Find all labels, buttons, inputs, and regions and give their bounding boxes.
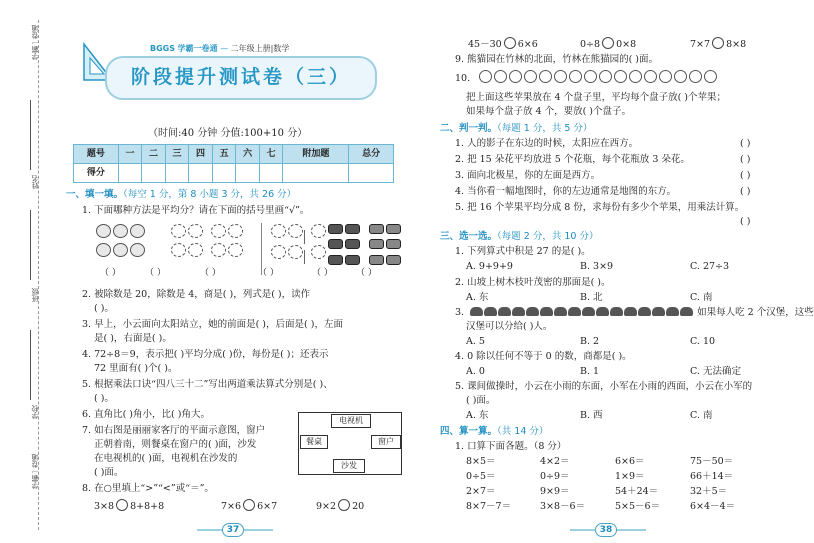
judge-answer[interactable]: ( ) <box>740 216 751 227</box>
judge-answer[interactable]: ( ) <box>740 186 751 197</box>
choice-2-question: 2. 山坡上树木枝叶茂密的那面是( )。 <box>455 277 611 288</box>
q1-answer-paren[interactable]: （ ） <box>258 268 279 278</box>
calc-item: 4×2＝ <box>540 456 570 467</box>
choice-option[interactable]: C. 无法确定 <box>690 366 741 377</box>
picture-cakes-1 <box>327 223 367 269</box>
q8-compare-4: 45－30 6×6 <box>468 39 538 50</box>
plan-window: 窗户 <box>371 435 401 449</box>
score-header-cell: 一 <box>118 145 142 164</box>
q1-text: 1. 下面哪种方法是平均分？请在下面的括号里画“√”。 <box>82 205 310 216</box>
exam-info: （时间:40 分钟 分值:100+10 分） <box>148 128 308 139</box>
q1-answer-paren[interactable]: （ ） <box>100 268 121 278</box>
section-1-heading <box>66 189 296 200</box>
judge-item: 1. 人的影子在东边的时候，太阳应在西方。 <box>455 138 639 149</box>
calc-item: 6×6＝ <box>615 456 645 467</box>
choice-4-question: 4. 0 除以任何不等于 0 的数，商都是( )。 <box>455 351 632 362</box>
score-cell[interactable] <box>283 164 349 183</box>
choice-option[interactable]: B. 北 <box>580 292 603 303</box>
q8-compare-5: 0÷8 0×8 <box>580 39 637 50</box>
score-header-cell: 附加题 <box>283 145 349 164</box>
choice-option[interactable]: C. 27÷3 <box>690 261 730 272</box>
section-1-note: （每空 1 分，第 8 小题 3 分，共 26 分） <box>123 189 297 200</box>
calc-item: 6×4－4＝ <box>690 501 736 512</box>
picture-fruits-grouped <box>170 223 255 262</box>
judge-answer[interactable]: ( ) <box>740 154 751 165</box>
burgers-icon <box>470 307 697 318</box>
score-header-cell: 四 <box>189 145 213 164</box>
calc-item: 0÷5＝ <box>466 471 496 482</box>
class-write-line <box>30 210 31 280</box>
plan-tv: 电视机 <box>331 414 371 428</box>
compare-circle[interactable] <box>504 37 516 49</box>
q8-compare-2: 7×6 6×7 <box>221 501 278 512</box>
series-header: BGGS 学霸一卷通 — 二年级上册|数学 <box>150 44 290 53</box>
binding-margin <box>0 0 46 543</box>
q1-answer-paren[interactable]: （ ） <box>356 268 377 278</box>
compare-circle[interactable] <box>243 499 255 511</box>
plan-table: 餐桌 <box>300 435 328 449</box>
judge-item: 2. 把 15 朵花平均放进 5 个花瓶，每个花瓶放 3 朵花。 <box>455 154 690 165</box>
picture-cakes-2 <box>368 223 408 269</box>
section-1-title: 一、填一填。 <box>66 189 124 200</box>
q9-text: 9. 熊猫园在竹林的北面，竹林在熊猫园的( )面。 <box>455 54 659 65</box>
page-title: 阶段提升测试卷（三） <box>130 66 351 88</box>
picture-fruits-unequal <box>95 223 155 262</box>
choice-option[interactable]: A. 5 <box>466 336 485 347</box>
compare-circle[interactable] <box>602 37 614 49</box>
q1-answer-paren[interactable]: （ ） <box>145 268 166 278</box>
score-header-cell: 二 <box>142 145 166 164</box>
calc-item: 5×5－6＝ <box>615 501 661 512</box>
calc-item: 2×7＝ <box>466 486 496 497</box>
compare-circle[interactable] <box>712 37 724 49</box>
q8-compare-1: 3×8 8+8+8 <box>94 501 165 512</box>
q10-line-2: 如果每个盘子放 4 个，要放( )个盘子。 <box>466 106 632 117</box>
score-header-cell: 总分 <box>349 145 394 164</box>
q7-line-1: 7. 如右图是丽丽家客厅的平面示意图，窗户 <box>82 425 266 436</box>
calc-item: 8×7－7＝ <box>466 501 512 512</box>
plan-sofa: 沙发 <box>333 459 365 473</box>
q6-text: 6. 直角比( )角小，比( )角大。 <box>82 409 210 420</box>
choice-option[interactable]: A. 9+9+9 <box>466 261 513 272</box>
q4-line-2: 72 里面有( )个( )。 <box>94 363 178 374</box>
q7-line-2: 正朝着南，则餐桌在窗户的( )面，沙发 <box>94 439 257 450</box>
choice-option[interactable]: B. 3×9 <box>580 261 614 272</box>
choice-option[interactable]: B. 西 <box>580 410 603 421</box>
series-brand: BGGS <box>150 44 175 53</box>
apples-icon <box>479 73 719 84</box>
score-cell[interactable] <box>236 164 260 183</box>
choice-3-question: 3. 如果每人吃 2 个汉堡，这些 <box>455 307 814 318</box>
score-cell[interactable] <box>189 164 213 183</box>
q3-line-2: 是( )，右面是( )。 <box>94 333 172 344</box>
calc-item: 75－50＝ <box>690 456 734 467</box>
score-header-cell: 六 <box>236 145 260 164</box>
score-header-cell: 七 <box>259 145 283 164</box>
score-cell[interactable] <box>118 164 142 183</box>
score-header-cell: 三 <box>165 145 189 164</box>
judge-item: 4. 当你看一幅地图时，你的左边通常是地图的东方。 <box>455 186 677 197</box>
school-write-line <box>30 330 31 400</box>
picture-fruits-split <box>270 223 325 264</box>
judge-answer[interactable]: ( ) <box>740 138 751 149</box>
calc-item: 54＋24＝ <box>615 486 659 497</box>
sidebar-series-bottom: 学霸一卷通 <box>31 454 39 489</box>
score-header-cell: 题号 <box>74 145 119 164</box>
title-banner <box>105 56 377 100</box>
compare-circle[interactable] <box>116 499 128 511</box>
choice-option[interactable]: B. 1 <box>580 366 600 377</box>
q7-line-4: ( )面。 <box>94 467 124 478</box>
section-4-heading: 四、算一算。（共 14 分） <box>440 426 549 437</box>
judge-item: 5. 把 16 个苹果平均分成 8 份，求每份有多少个苹果，用乘法计算。 <box>455 202 745 213</box>
calc-item: 66＋14＝ <box>690 471 734 482</box>
judge-item: 3. 面向北极星，你的左面是西方。 <box>455 170 601 181</box>
q5-line-1: 5. 根据乘法口诀“四八三十二”写出两道乘法算式分别是( )、 <box>82 379 333 390</box>
choice-option[interactable]: C. 南 <box>690 410 713 421</box>
score-cell[interactable] <box>142 164 166 183</box>
calc-item: 1×9＝ <box>615 471 645 482</box>
q5-line-2: ( )。 <box>94 393 114 404</box>
section-3-heading: 三、选一选。（每题 2 分，共 10 分） <box>440 231 599 242</box>
grade-subject: 二年级上册|数学 <box>230 44 290 53</box>
calc-item: 8×5＝ <box>466 456 496 467</box>
calc-item: 9×9＝ <box>540 486 570 497</box>
calc-item: 3×8－6＝ <box>540 501 586 512</box>
q8-compare-6: 7×7 8×8 <box>690 39 747 50</box>
score-header-cell: 五 <box>212 145 236 164</box>
choice-option[interactable]: A. 东 <box>466 410 489 421</box>
calc-item: 0÷9＝ <box>540 471 570 482</box>
name-write-line <box>30 100 31 170</box>
score-row-label: 得分 <box>74 164 119 183</box>
page-number-right: 38 <box>595 523 617 537</box>
score-cell[interactable] <box>212 164 236 183</box>
choice-option[interactable]: C. 10 <box>690 336 716 347</box>
choice-option[interactable]: B. 2 <box>580 336 600 347</box>
q4-line-1: 4. 72÷8＝9，表示把( )平均分成( )份，每份是( )；还表示 <box>82 349 329 360</box>
judge-answer[interactable]: ( ) <box>740 170 751 181</box>
sidebar-series: 学霸一卷通 <box>31 25 39 60</box>
q1-answer-paren[interactable]: （ ） <box>312 268 333 278</box>
choice-option[interactable]: C. 南 <box>690 292 713 303</box>
sidebar-school-label: 学校 <box>31 405 39 419</box>
calc-title: 1. 口算下面各题。（8 分） <box>455 441 567 452</box>
q10-line-1: 把上面这些苹果放在 4 个盘子里，平均每个盘子放( )个苹果； <box>466 92 727 103</box>
living-room-plan <box>298 412 402 475</box>
q2-line-1: 2. 被除数是 20，除数是 4，商是( )，列式是( )，读作 <box>82 289 311 300</box>
score-cell[interactable] <box>165 164 189 183</box>
q10-label: 10. <box>455 70 719 84</box>
q3-line-1: 3. 早上，小云面向太阳站立，她的前面是( )，后面是( )，左面 <box>82 319 343 330</box>
score-cell[interactable] <box>259 164 283 183</box>
compare-circle[interactable] <box>338 499 350 511</box>
score-cell[interactable] <box>349 164 394 183</box>
sidebar-class-label: 班级 <box>31 288 39 302</box>
choice-option[interactable]: A. 0 <box>466 366 485 377</box>
choice-3-question-2: 汉堡可以分给( )人。 <box>466 321 553 332</box>
q7-line-3: 在电视机的( )面，电视机在沙发的 <box>94 453 238 464</box>
choice-5-question-2: ( )面。 <box>466 395 496 406</box>
choice-option[interactable]: A. 东 <box>466 292 489 303</box>
page-number-left: 37 <box>222 523 244 537</box>
q2-line-2: ( )。 <box>94 303 114 314</box>
series-name: 学霸一卷通 <box>177 44 218 53</box>
score-table <box>73 144 394 183</box>
q1-answer-paren[interactable]: （ ） <box>200 268 221 278</box>
section-2-heading: 二、判一判。（每题 1 分，共 5 分） <box>440 123 593 134</box>
sidebar-name-label: 姓名 <box>31 175 39 189</box>
choice-5-question: 5. 课间做操时，小云在小雨的东面，小军在小雨的西面，小云在小军的 <box>455 381 753 392</box>
q8-compare-3: 9×2 20 <box>316 501 365 512</box>
calc-item: 32＋5＝ <box>690 486 728 497</box>
q8-text: 8. 在○里填上“>”“<”或“＝”。 <box>82 483 214 494</box>
choice-1-question: 1. 下列算式中积是 27 的是( )。 <box>455 246 591 257</box>
